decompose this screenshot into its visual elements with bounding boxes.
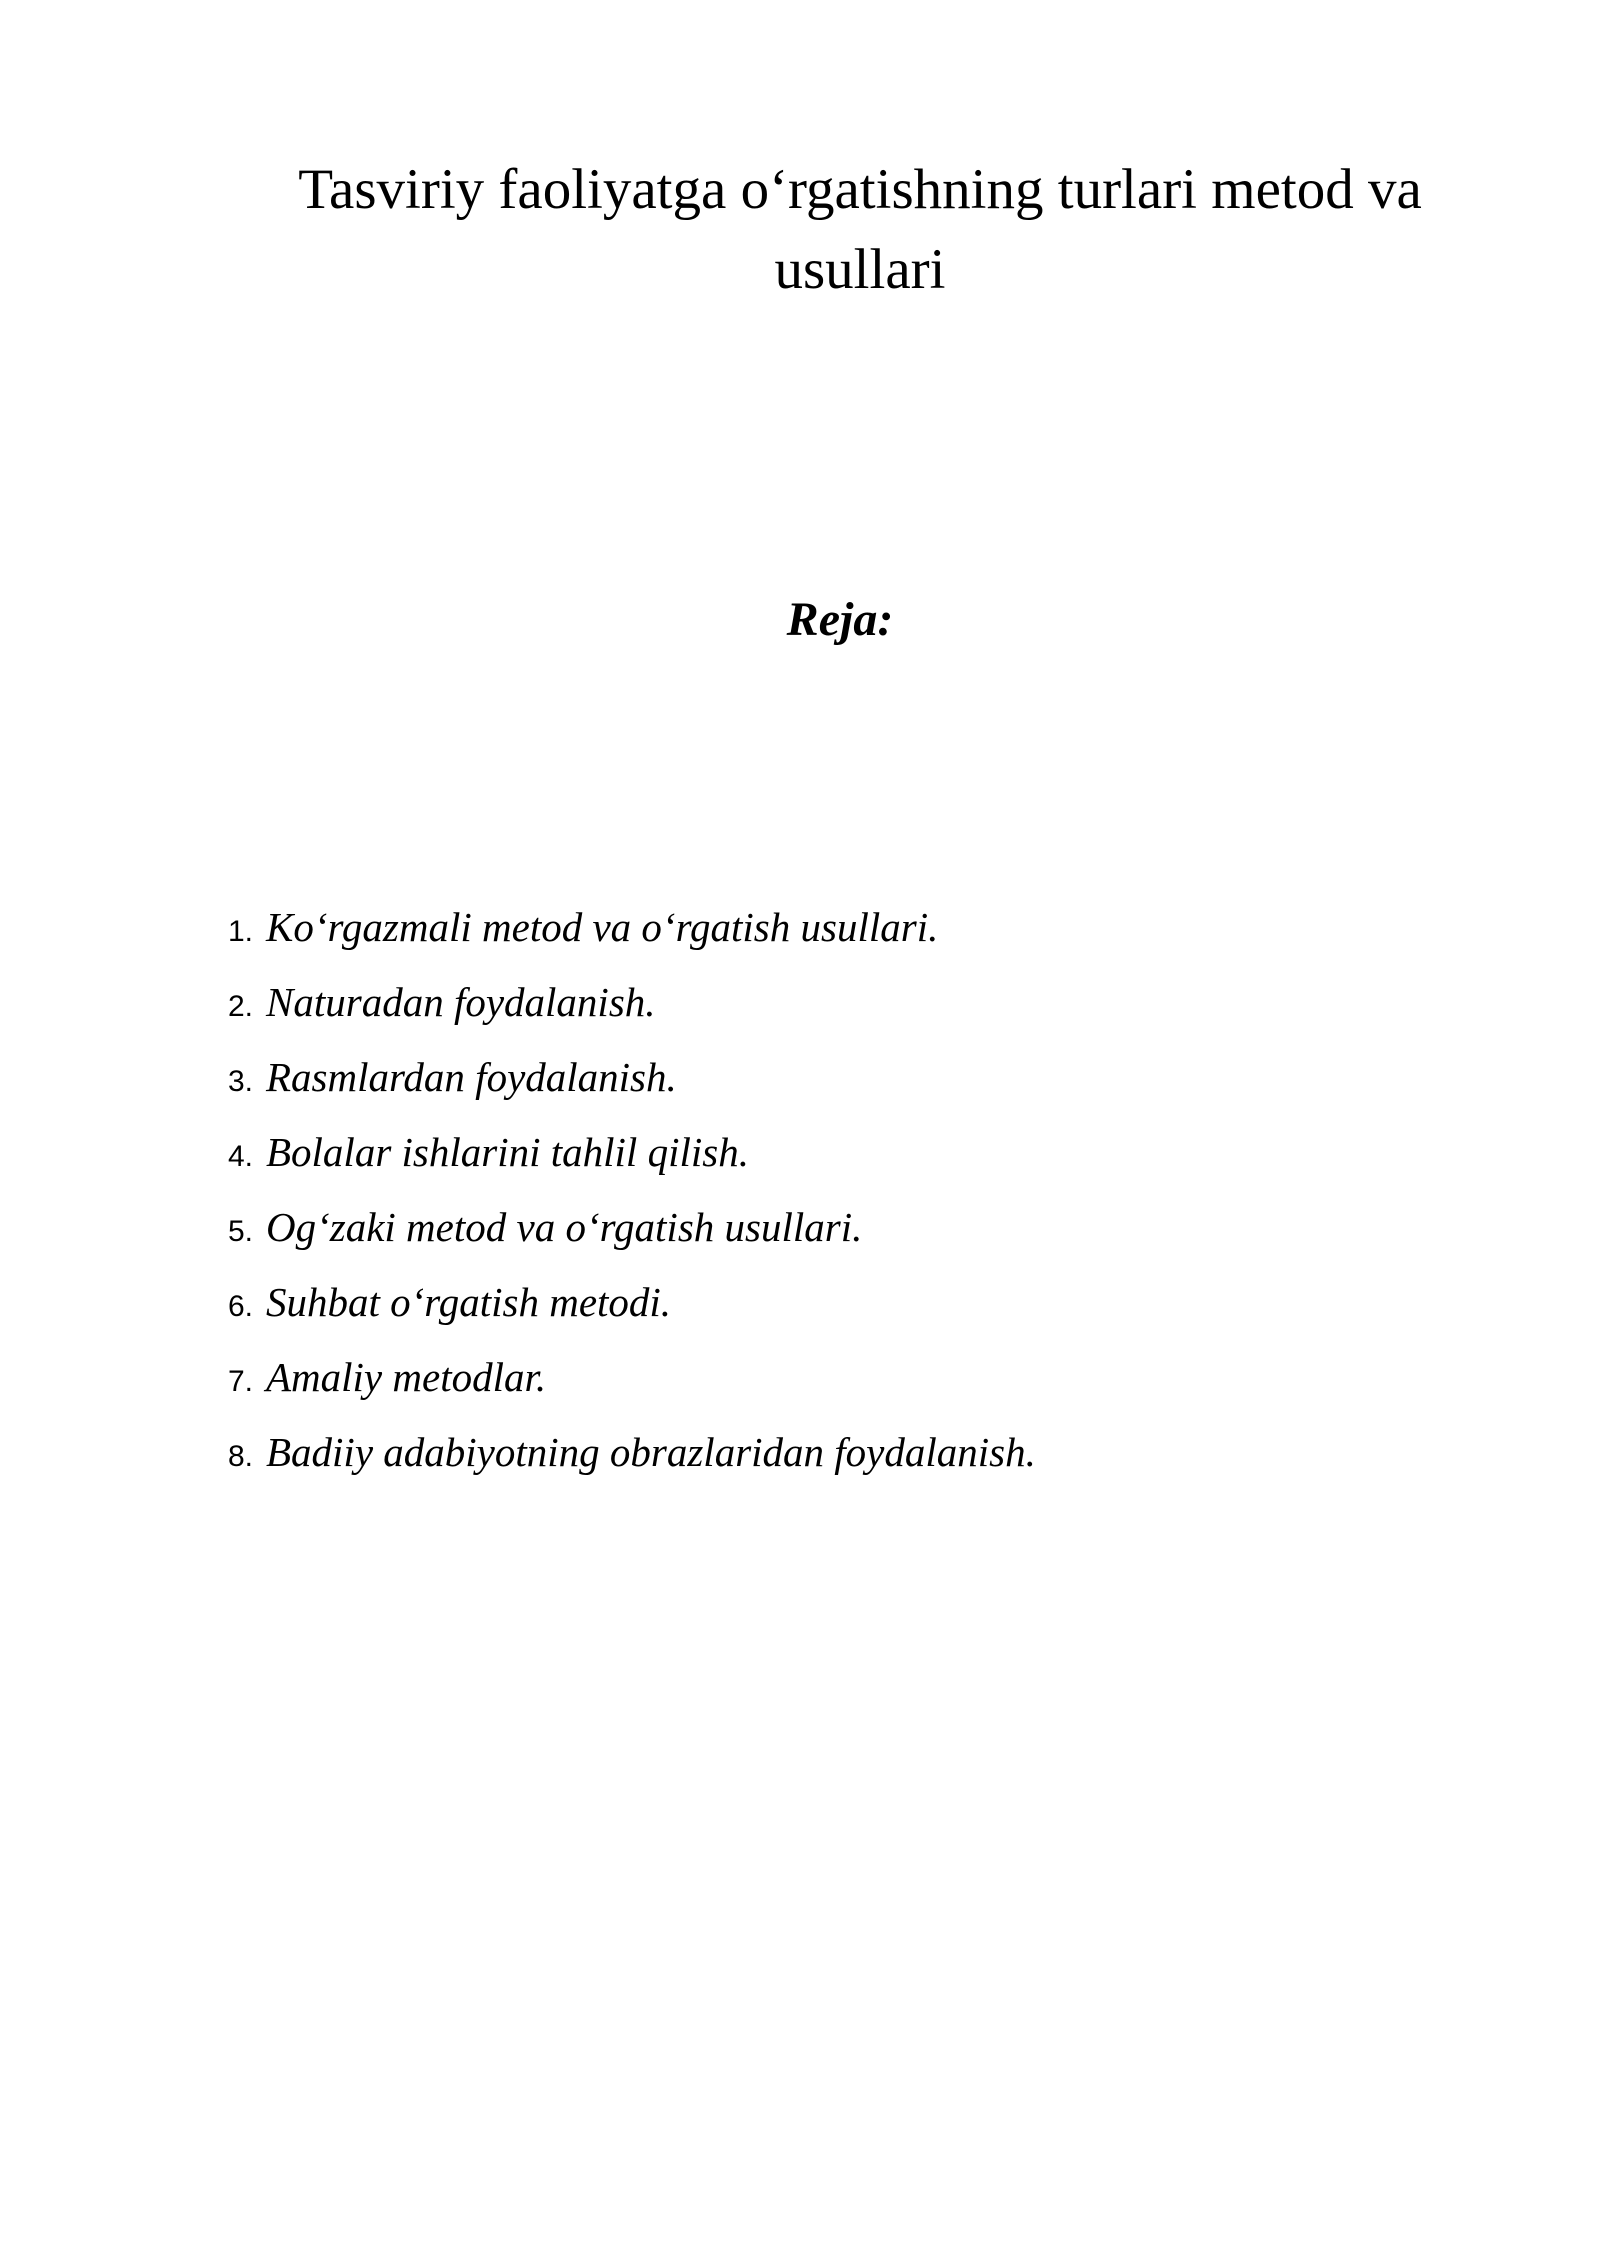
plan-item [228,1340,1428,1415]
plan-item-number: 5. [228,1215,254,1248]
plan-item-text: Amaliy metodlar. [266,1354,547,1400]
plan-item-number: 7. [228,1365,254,1398]
plan-item-text: Suhbat o‘rgatish metodi. [266,1279,672,1325]
plan-list [228,890,1428,1490]
plan-item-text: Naturadan foydalanish. [266,979,656,1025]
plan-item-number: 6. [228,1290,254,1323]
plan-item-number: 1. [228,915,254,948]
plan-item-number: 3. [228,1065,254,1098]
document-title: Tasviriy faoliyatga o‘rgatishning turlari metod va usullari [298,158,1422,301]
plan-item [228,1040,1428,1115]
plan-item-number: 8. [228,1440,254,1473]
plan-item-text: Og‘zaki metod va o‘rgatish usullari. [266,1204,863,1250]
plan-item-text: Badiiy adabiyotning obrazlaridan foydalanish. [266,1429,1036,1475]
plan-item [228,890,1428,965]
plan-item [228,1190,1428,1265]
plan-heading: Reja: [786,593,894,646]
plan-item-text: Bolalar ishlarini tahlil qilish. [266,1129,749,1175]
plan-item [228,1265,1428,1340]
plan-item-text: Ko‘rgazmali metod va o‘rgatish usullari. [266,904,939,950]
plan-item-text: Rasmlardan foydalanish. [266,1054,677,1100]
plan-item [228,965,1428,1040]
plan-item [228,1415,1428,1490]
plan-item-number: 2. [228,990,254,1023]
plan-item [228,1115,1428,1190]
plan-item-number: 4. [228,1140,254,1173]
